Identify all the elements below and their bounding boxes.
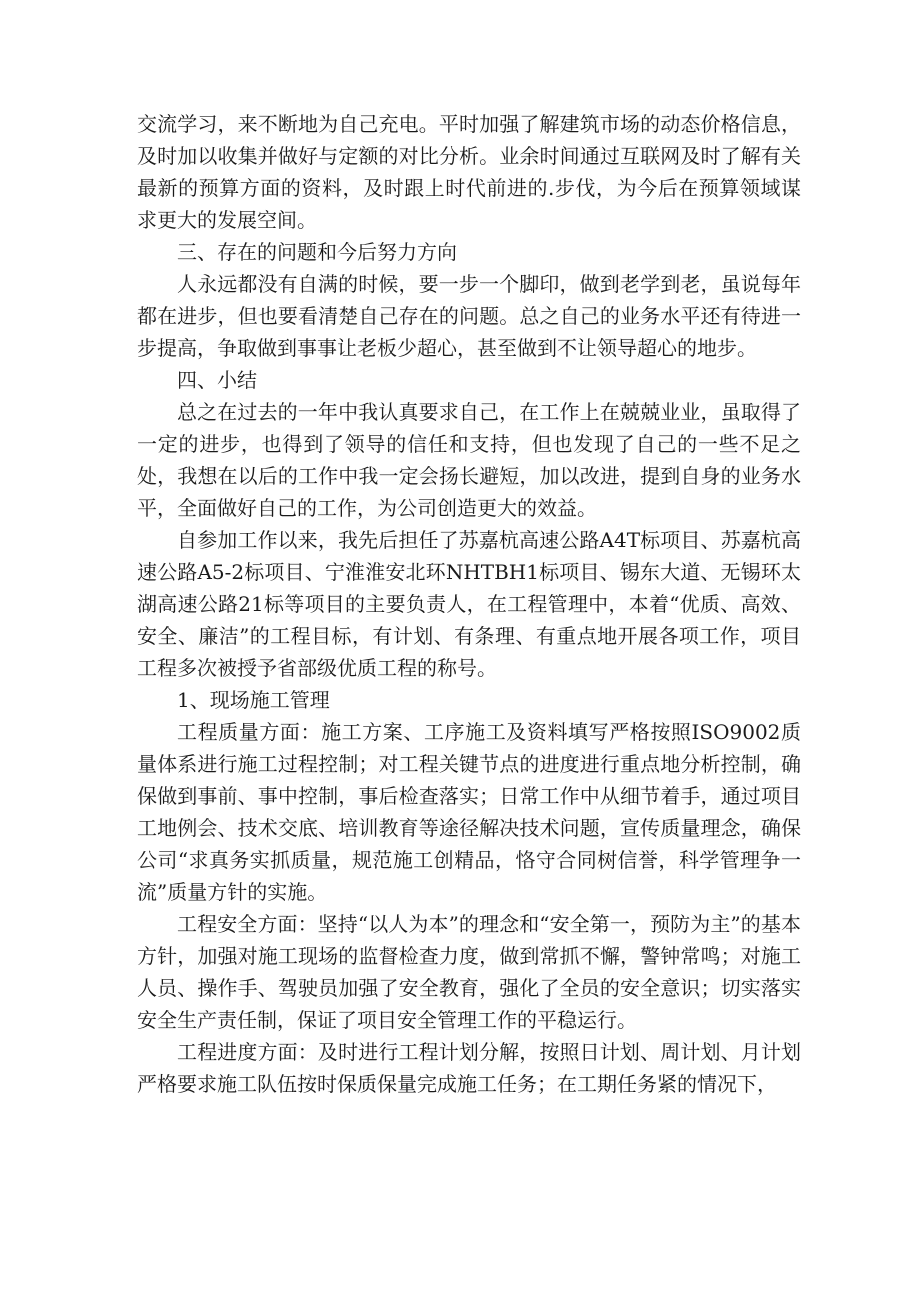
paragraph-quality: 工程质量方面：施工方案、工序施工及资料填写严格按照ISO9002质量体系进行施工过程控制；对工程关键节点的进度进行重点地分析控制，确保做到事前、事中控制，事后检查落实；日常工作中从细节着手，通过项目工地例会、技术交底、培训教育等途径解决技术问题，宣传质量理念，确保公司“求真务实抓质量，规范施工创精品，恪守合同树信誉，科学管理争一流”质量方针的实施。 xyxy=(137,720,801,904)
paragraph-continuation: 交流学习，来不断地为自己充电。平时加强了解建筑市场的动态价格信息，及时加以收集并做好与定额的对比分析。业余时间通过互联网及时了解有关最新的预算方面的资料，及时跟上时代前进的.步伐，为今后在预算领域谋求更大的发展空间。 xyxy=(137,112,801,232)
section-heading-site-management: 1、现场施工管理 xyxy=(177,688,330,712)
paragraph-experience: 自参加工作以来，我先后担任了苏嘉杭高速公路A4T标项目、苏嘉杭高速公路A5-2标项目、宁淮淮安北环NHTBH1标项目、锡东大道、无锡环太湖高速公路21标等项目的主要负责人，在工程管理中，本着“优质、高效、安全、廉洁”的工程目标，有计划、有条理、有重点地开展各项工作，项目工程多次被授予省部级优质工程的称号。 xyxy=(137,528,801,680)
paragraph-schedule: 工程进度方面：及时进行工程计划分解，按照日计划、周计划、月计划严格要求施工队伍按时保质保量完成施工任务；在工期任务紧的情况下， xyxy=(137,1040,801,1096)
section-heading-problems: 三、存在的问题和今后努力方向 xyxy=(177,240,457,264)
document-body xyxy=(137,108,801,1100)
paragraph-problems: 人永远都没有自满的时候，要一步一个脚印，做到老学到老，虽说每年都在进步，但也要看清楚自己存在的问题。总之自己的业务水平还有待进一步提高，争取做到事事让老板少超心，甚至做到不让领导超心的地步。 xyxy=(137,272,801,360)
section-heading-summary: 四、小结 xyxy=(177,368,257,392)
paragraph-safety: 工程安全方面：坚持“以人为本”的理念和“安全第一，预防为主”的基本方针，加强对施工现场的监督检查力度，做到常抓不懈，警钟常鸣；对施工人员、操作手、驾驶员加强了安全教育，强化了全员的安全意识；切实落实安全生产责任制，保证了项目安全管理工作的平稳运行。 xyxy=(137,912,801,1032)
paragraph-summary: 总之在过去的一年中我认真要求自己，在工作上在兢兢业业，虽取得了一定的进步，也得到了领导的信任和支持，但也发现了自己的一些不足之处，我想在以后的工作中我一定会扬长避短，加以改进，提到自身的业务水平，全面做好自己的工作，为公司创造更大的效益。 xyxy=(137,400,801,520)
